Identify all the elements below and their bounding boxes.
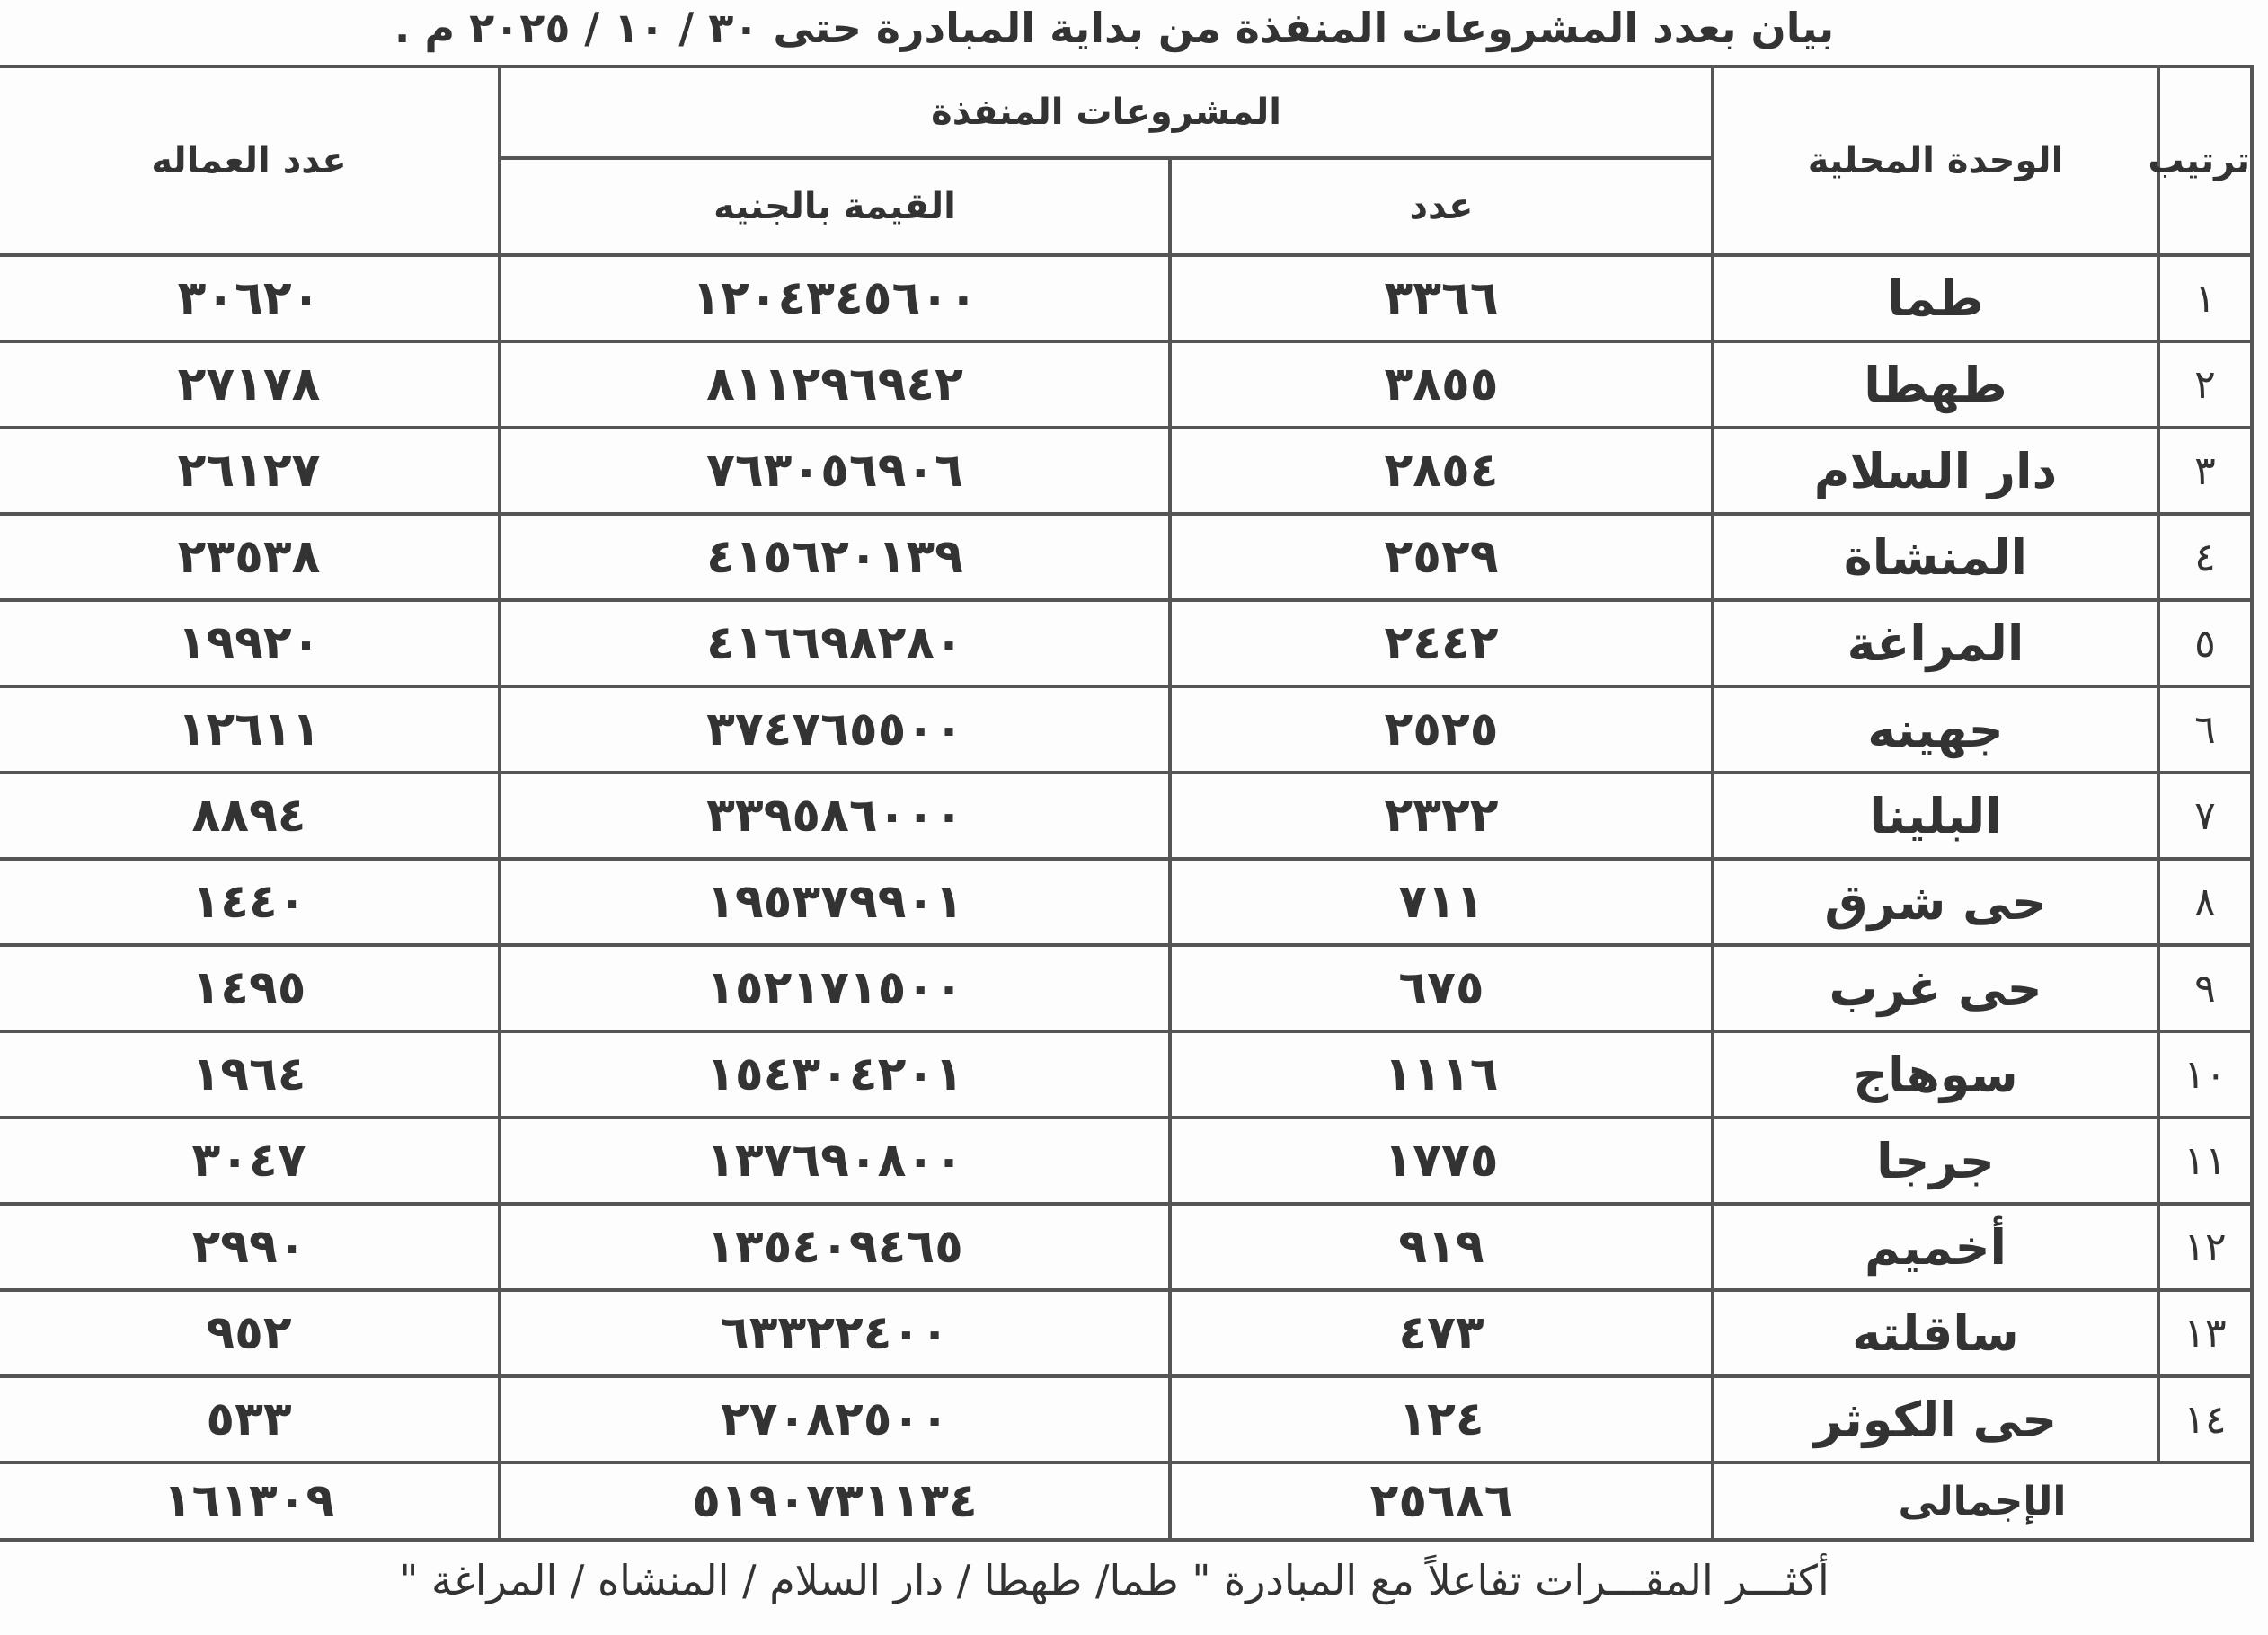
table-header-row bbox=[0, 66, 2252, 158]
table-row bbox=[0, 428, 2252, 514]
table-row bbox=[0, 341, 2252, 428]
rank-cell: ١١ bbox=[2158, 1118, 2252, 1204]
unit-cell: المراغة bbox=[1713, 600, 2158, 686]
count-cell: ١٢٤ bbox=[1170, 1376, 1713, 1463]
unit-cell: جرجا bbox=[1713, 1118, 2158, 1204]
count-cell: ٢٤٤٢ bbox=[1170, 600, 1713, 686]
unit-cell: حى شرق bbox=[1713, 859, 2158, 945]
labor-cell: ١٤٩٥ bbox=[0, 945, 500, 1031]
count-cell: ٢٨٥٤ bbox=[1170, 428, 1713, 514]
header-projects-group: المشروعات المنفذة bbox=[500, 66, 1713, 158]
count-cell: ٢٥٢٥ bbox=[1170, 686, 1713, 773]
count-cell: ٧١١ bbox=[1170, 859, 1713, 945]
total-count-cell: ٢٥٦٨٦ bbox=[1170, 1463, 1713, 1540]
value-cell: ٤١٥٦٢٠١٣٩ bbox=[500, 514, 1170, 600]
labor-cell: ١٢٦١١ bbox=[0, 686, 500, 773]
table-row bbox=[0, 859, 2252, 945]
table-row bbox=[0, 1290, 2252, 1376]
rank-cell: ١٤ bbox=[2158, 1376, 2252, 1463]
unit-cell: سوهاج bbox=[1713, 1031, 2158, 1118]
table-row bbox=[0, 1118, 2252, 1204]
labor-cell: ١٩٦٤ bbox=[0, 1031, 500, 1118]
labor-cell: ٨٨٩٤ bbox=[0, 773, 500, 859]
count-cell: ٢٥٢٩ bbox=[1170, 514, 1713, 600]
unit-cell: دار السلام bbox=[1713, 428, 2158, 514]
projects-table bbox=[0, 65, 2254, 1542]
unit-cell: البلينا bbox=[1713, 773, 2158, 859]
rank-cell: ١٣ bbox=[2158, 1290, 2252, 1376]
rank-cell: ٥ bbox=[2158, 600, 2252, 686]
unit-cell: حى غرب bbox=[1713, 945, 2158, 1031]
labor-cell: ٩٥٢ bbox=[0, 1290, 500, 1376]
header-count: عدد bbox=[1170, 158, 1713, 255]
footer-note: أكثـــر المقـــرات تفاعلاً مع المبادرة " طما/ طهطا / دار السلام / المنشاه / المراغة " bbox=[399, 1556, 1829, 1604]
rank-cell: ٩ bbox=[2158, 945, 2252, 1031]
count-cell: ١٧٧٥ bbox=[1170, 1118, 1713, 1204]
unit-cell: جهينه bbox=[1713, 686, 2158, 773]
table-row bbox=[0, 600, 2252, 686]
table-row bbox=[0, 1031, 2252, 1118]
value-cell: ١٢٠٤٣٤٥٦٠٠ bbox=[500, 255, 1170, 341]
count-cell: ٦٧٥ bbox=[1170, 945, 1713, 1031]
unit-cell: طهطا bbox=[1713, 341, 2158, 428]
header-value: القيمة بالجنيه bbox=[500, 158, 1170, 255]
rank-cell: ١٢ bbox=[2158, 1204, 2252, 1290]
rank-cell: ٣ bbox=[2158, 428, 2252, 514]
table-row bbox=[0, 514, 2252, 600]
value-cell: ٦٣٣٢٢٤٠٠ bbox=[500, 1290, 1170, 1376]
unit-cell: ساقلته bbox=[1713, 1290, 2158, 1376]
rank-cell: ١٠ bbox=[2158, 1031, 2252, 1118]
value-cell: ١٥٤٣٠٤٢٠١ bbox=[500, 1031, 1170, 1118]
rank-cell: ١ bbox=[2158, 255, 2252, 341]
table-row bbox=[0, 1204, 2252, 1290]
table-row bbox=[0, 1376, 2252, 1463]
value-cell: ١٩٥٣٧٩٩٠١ bbox=[500, 859, 1170, 945]
labor-cell: ٥٣٣ bbox=[0, 1376, 500, 1463]
rank-cell: ٨ bbox=[2158, 859, 2252, 945]
table-row bbox=[0, 686, 2252, 773]
table-row bbox=[0, 255, 2252, 341]
value-cell: ٣٧٤٧٦٥٥٠٠ bbox=[500, 686, 1170, 773]
rank-cell: ٦ bbox=[2158, 686, 2252, 773]
count-cell: ١١١٦ bbox=[1170, 1031, 1713, 1118]
table-total-row bbox=[0, 1463, 2252, 1540]
value-cell: ١٥٢١٧١٥٠٠ bbox=[500, 945, 1170, 1031]
labor-cell: ٢٧١٧٨ bbox=[0, 341, 500, 428]
value-cell: ٧٦٣٠٥٦٩٠٦ bbox=[500, 428, 1170, 514]
count-cell: ٢٣٢٢ bbox=[1170, 773, 1713, 859]
total-labor-cell: ١٦١٣٠٩ bbox=[0, 1463, 500, 1540]
labor-cell: ٣٠٦٢٠ bbox=[0, 255, 500, 341]
header-unit: الوحدة المحلية bbox=[1713, 66, 2158, 255]
labor-cell: ١٩٩٢٠ bbox=[0, 600, 500, 686]
rank-cell: ٢ bbox=[2158, 341, 2252, 428]
count-cell: ٣٨٥٥ bbox=[1170, 341, 1713, 428]
value-cell: ١٣٥٤٠٩٤٦٥ bbox=[500, 1204, 1170, 1290]
unit-cell: أخميم bbox=[1713, 1204, 2158, 1290]
header-labor: عدد العماله bbox=[0, 66, 500, 255]
unit-cell: المنشاة bbox=[1713, 514, 2158, 600]
table-row bbox=[0, 773, 2252, 859]
value-cell: ٨١١٢٩٦٩٤٢ bbox=[500, 341, 1170, 428]
count-cell: ٣٣٦٦ bbox=[1170, 255, 1713, 341]
labor-cell: ١٤٤٠ bbox=[0, 859, 500, 945]
total-value-cell: ٥١٩٠٧٣١١٣٤ bbox=[500, 1463, 1170, 1540]
unit-cell: حى الكوثر bbox=[1713, 1376, 2158, 1463]
total-label: الإجمالى bbox=[1713, 1463, 2252, 1540]
count-cell: ٩١٩ bbox=[1170, 1204, 1713, 1290]
count-cell: ٤٧٣ bbox=[1170, 1290, 1713, 1376]
labor-cell: ٣٠٤٧ bbox=[0, 1118, 500, 1204]
table-row bbox=[0, 945, 2252, 1031]
labor-cell: ٢٩٩٠ bbox=[0, 1204, 500, 1290]
value-cell: ٤١٦٦٩٨٢٨٠ bbox=[500, 600, 1170, 686]
unit-cell: طما bbox=[1713, 255, 2158, 341]
value-cell: ٣٣٩٥٨٦٠٠٠ bbox=[500, 773, 1170, 859]
labor-cell: ٢٦١٢٧ bbox=[0, 428, 500, 514]
document-title: بيان بعدد المشروعات المنفذة من بداية المبادرة حتى ٣٠ / ١٠ / ٢٠٢٥ م . bbox=[394, 4, 1835, 52]
rank-cell: ٤ bbox=[2158, 514, 2252, 600]
value-cell: ٢٧٠٨٢٥٠٠ bbox=[500, 1376, 1170, 1463]
labor-cell: ٢٣٥٣٨ bbox=[0, 514, 500, 600]
rank-cell: ٧ bbox=[2158, 773, 2252, 859]
header-rank: ترتيب bbox=[2158, 66, 2252, 255]
value-cell: ١٣٧٦٩٠٨٠٠ bbox=[500, 1118, 1170, 1204]
